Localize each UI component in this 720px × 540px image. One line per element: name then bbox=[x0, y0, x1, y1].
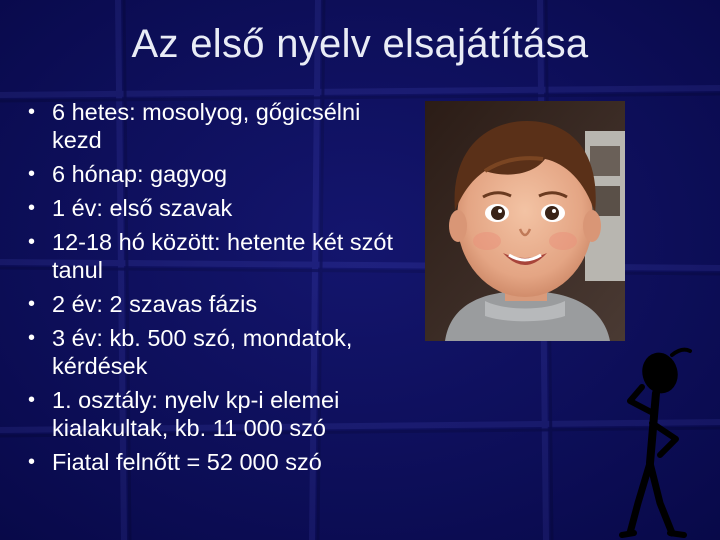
bullet-glyph: • bbox=[28, 451, 36, 473]
bullet-glyph: • bbox=[28, 197, 36, 219]
child-portrait-image bbox=[425, 101, 625, 341]
bullet-text: 12-18 hó között: hetente két szót tanul bbox=[52, 229, 393, 283]
bullet-item bbox=[22, 290, 412, 318]
bullet-item bbox=[22, 98, 412, 154]
bullet-list bbox=[22, 98, 412, 482]
bullet-glyph: • bbox=[28, 101, 36, 123]
bullet-item bbox=[22, 448, 412, 476]
bullet-text: 6 hónap: gagyog bbox=[52, 161, 228, 187]
bullet-text: 3 év: kb. 500 szó, mondatok, kérdések bbox=[52, 325, 353, 379]
slide-title: Az első nyelv elsajátítása bbox=[131, 22, 589, 66]
thinking-stickman-icon bbox=[612, 343, 710, 540]
bullet-glyph: • bbox=[28, 231, 36, 253]
bullet-item bbox=[22, 228, 412, 284]
bullet-item bbox=[22, 194, 412, 222]
child-photo bbox=[425, 101, 625, 341]
bullet-item bbox=[22, 386, 412, 442]
bullet-text: 2 év: 2 szavas fázis bbox=[52, 291, 258, 317]
bullet-text: 1. osztály: nyelv kp-i elemei kialakultak, kb. 11 000 szó bbox=[52, 387, 340, 441]
bullet-glyph: • bbox=[28, 327, 36, 349]
bullet-text: 1 év: első szavak bbox=[52, 195, 233, 221]
bullet-glyph: • bbox=[28, 389, 36, 411]
bullet-glyph: • bbox=[28, 163, 36, 185]
bullet-text: 6 hetes: mosolyog, gőgicsélni kezd bbox=[52, 99, 361, 153]
bullet-item bbox=[22, 324, 412, 380]
bullet-glyph: • bbox=[28, 293, 36, 315]
bullet-item bbox=[22, 160, 412, 188]
bullet-text: Fiatal felnőtt = 52 000 szó bbox=[52, 449, 322, 475]
